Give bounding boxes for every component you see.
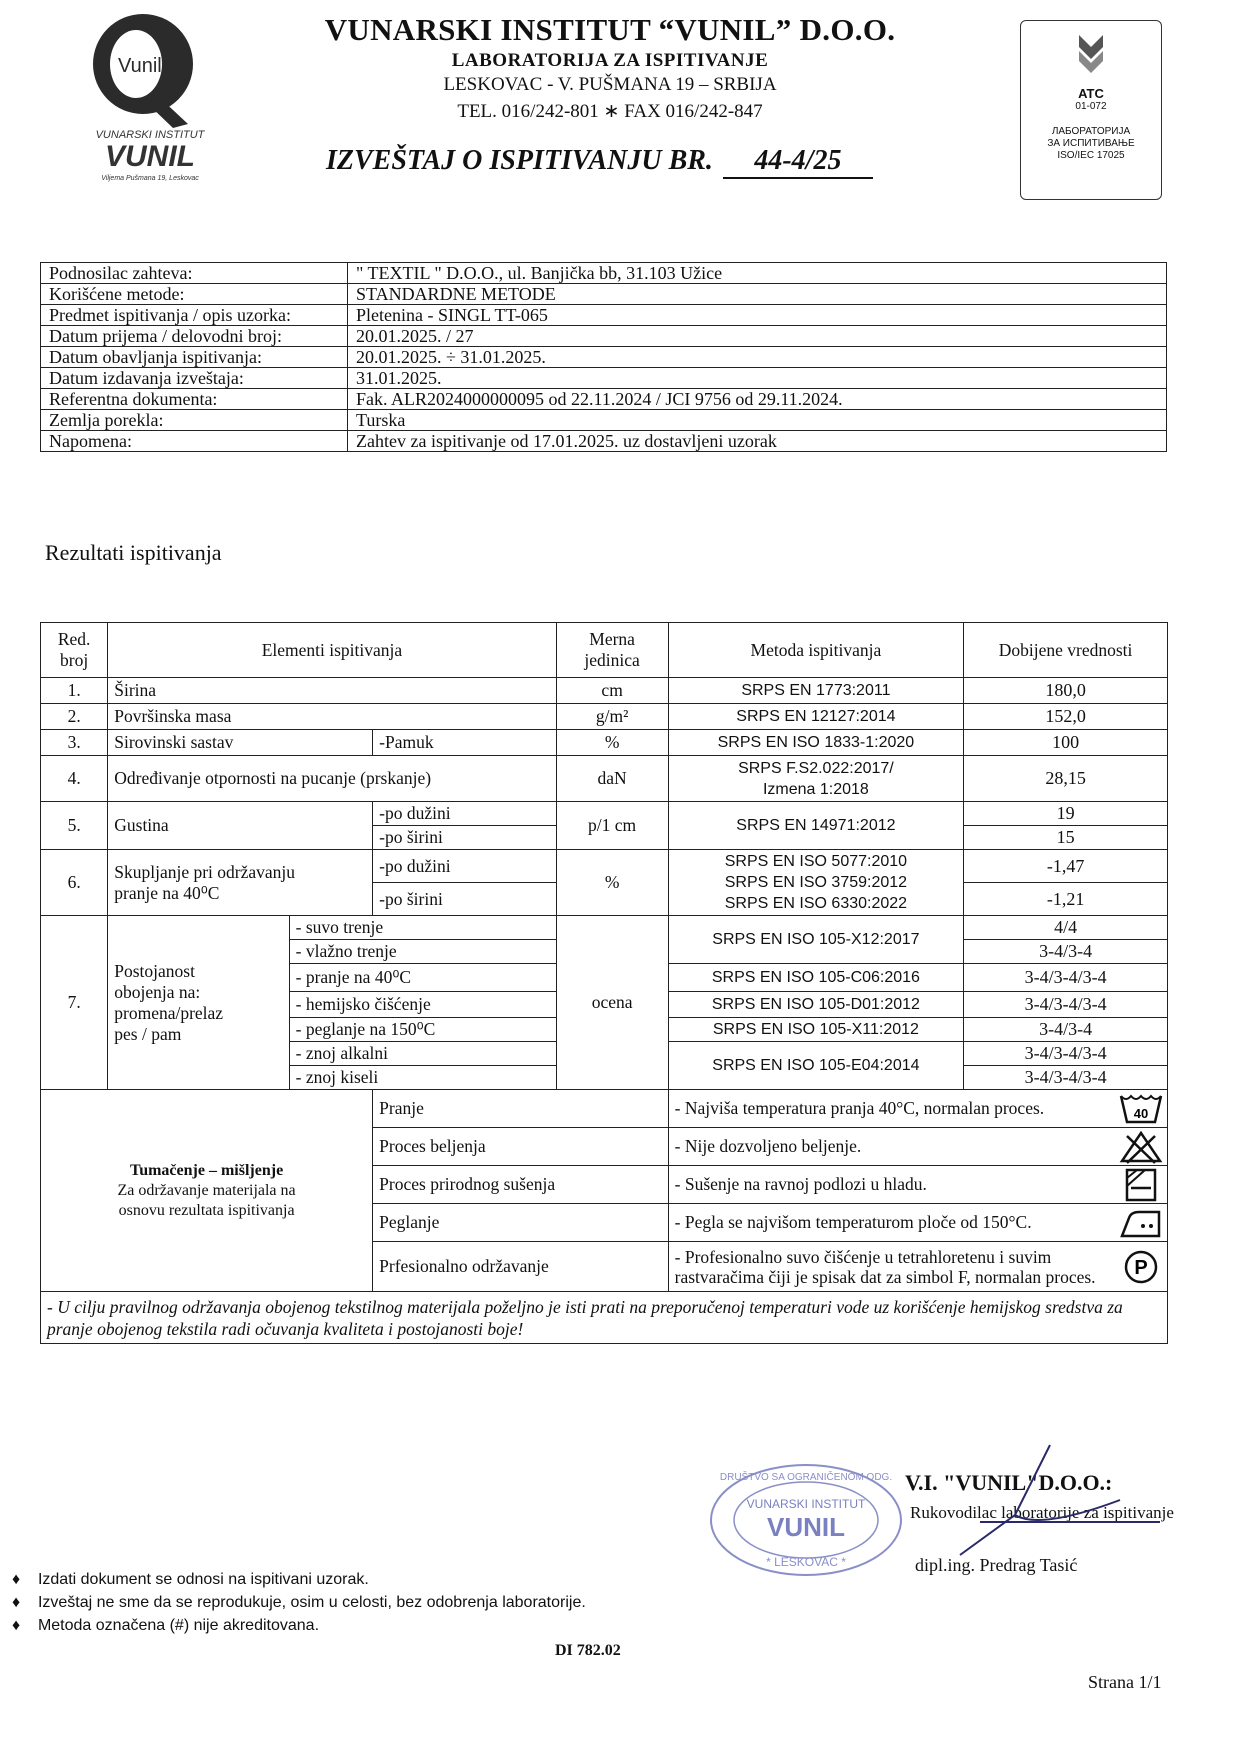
info-table	[40, 262, 1167, 452]
row-value: 15	[964, 826, 1168, 850]
care-label: Pranje	[373, 1090, 668, 1128]
care-text: - Najviša temperatura pranja 40°C, normalan proces.	[674, 1098, 1045, 1118]
row-element: Širina	[108, 678, 556, 704]
info-value: STANDARDNE METODE	[348, 284, 1167, 305]
signature-role: Rukovodilac laboratorije za ispitivanje	[910, 1503, 1174, 1522]
info-label: Datum obavljanja ispitivanja:	[41, 347, 348, 368]
row-subelement: -po širini	[373, 826, 556, 850]
atc-lab: ЛАБОРАТОРИЈА	[1051, 126, 1131, 137]
row-element: pes / pam	[114, 1023, 182, 1044]
row-method: SRPS EN ISO 105-C06:2016	[668, 964, 964, 992]
info-label: Datum izdavanja izveštaja:	[41, 368, 348, 389]
row-element: Određivanje otpornosti na pucanje (prskanje)	[108, 756, 556, 802]
logo-caption: VUNARSKI INSTITUT	[95, 129, 205, 141]
row-element: Skupljanje pri održavanju	[114, 861, 296, 882]
info-value: Pletenina - SINGL TT-065	[348, 305, 1167, 326]
atc-label: ATC	[1078, 86, 1104, 101]
care-subtitle: osnovu rezultata ispitivanja	[118, 1201, 295, 1219]
info-value: 31.01.2025.	[348, 368, 1167, 389]
row-value: 100	[964, 730, 1168, 756]
row-subelement: - pranje na 40⁰C	[289, 964, 556, 992]
row-value: 19	[964, 802, 1168, 826]
lab-name: LABORATORIJA ZA ISPITIVANJE	[451, 50, 769, 71]
row-subelement: - znoj alkalni	[289, 1042, 556, 1066]
care-text: - Profesionalno suvo čišćenje u tetrahloretenu i suvim	[674, 1246, 1052, 1267]
row-method: SRPS EN ISO 105-E04:2014	[668, 1042, 964, 1090]
info-row	[41, 431, 1167, 452]
row-method: SRPS EN ISO 105-X11:2012	[668, 1018, 964, 1042]
row-subelement: -Pamuk	[373, 730, 556, 756]
info-row	[41, 368, 1167, 389]
wash-40-icon	[1119, 1092, 1163, 1126]
info-value: Fak. ALR2024000000095 od 22.11.2024 / JCI 9756 od 29.11.2024.	[348, 389, 1167, 410]
row-subelement: -po dužini	[373, 850, 556, 883]
info-label: Datum prijema / delovodni broj:	[41, 326, 348, 347]
row-no: 1.	[41, 678, 108, 704]
row-value: 3-4/3-4	[964, 1018, 1168, 1042]
info-value: 20.01.2025. / 27	[348, 326, 1167, 347]
row-value: 3-4/3-4/3-4	[964, 992, 1168, 1018]
row-value: -1,21	[964, 883, 1168, 916]
care-text: - Nije dozvoljeno beljenje.	[674, 1136, 862, 1156]
header-value: Dobijene vrednosti	[964, 623, 1168, 678]
info-label: Referentna dokumenta:	[41, 389, 348, 410]
org-name: VUNARSKI INSTITUT “VUNIL” D.O.O.	[324, 12, 896, 47]
row-element: Gustina	[108, 802, 373, 850]
footnotes	[12, 1568, 586, 1637]
care-title: Tumačenje – mišljenje	[130, 1161, 284, 1179]
row-subelement: -po širini	[373, 883, 556, 916]
row-no: 5.	[41, 802, 108, 850]
info-value: 20.01.2025. ÷ 31.01.2025.	[348, 347, 1167, 368]
row-value: -1,47	[964, 850, 1168, 883]
row-no: 7.	[41, 916, 108, 1090]
logo-brand: VUNIL	[105, 140, 195, 173]
care-subtitle: Za održavanje materijala na	[117, 1181, 296, 1199]
atc-iso: ISO/IEC 17025	[1057, 150, 1125, 161]
signature-company: V.I. "VUNIL"D.O.O.:	[905, 1470, 1113, 1495]
care-label: Proces prirodnog sušenja	[373, 1166, 668, 1204]
row-method: SRPS EN ISO 1833-1:2020	[668, 730, 964, 756]
iron-two-dots-icon	[1119, 1206, 1163, 1240]
report-label: IZVEŠTAJ O ISPITIVANJU BR.	[326, 145, 713, 176]
row-element: Sirovinski sastav	[108, 730, 373, 756]
row-unit: cm	[556, 678, 668, 704]
page-number: Strana 1/1	[1088, 1672, 1162, 1692]
info-row	[41, 263, 1167, 284]
atc-testing: ЗА ИСПИТИВАЊЕ	[1047, 138, 1135, 149]
info-value: Turska	[348, 410, 1167, 431]
row-subelement: - hemijsko čišćenje	[289, 992, 556, 1018]
row-element: Površinska masa	[108, 704, 556, 730]
row-method: SRPS EN ISO 3759:2012	[724, 874, 908, 891]
row-method: SRPS EN ISO 6330:2022	[724, 895, 908, 912]
info-row	[41, 326, 1167, 347]
header-method: Metoda ispitivanja	[668, 623, 964, 678]
header-no: Red. broj	[41, 623, 108, 678]
accreditation-box	[1020, 20, 1162, 200]
row-value: 28,15	[964, 756, 1168, 802]
info-row	[41, 284, 1167, 305]
table-row	[41, 704, 1168, 730]
footnote-item: ♦ Izdati dokument se odnosi na ispitivani uzorak.	[12, 1571, 369, 1588]
row-value: 180,0	[964, 678, 1168, 704]
row-unit: %	[556, 850, 668, 916]
row-unit: p/1 cm	[556, 802, 668, 850]
info-row	[41, 347, 1167, 368]
row-method: SRPS F.S2.022:2017/	[738, 759, 894, 777]
dry-flat-shade-icon	[1119, 1168, 1163, 1202]
signature-name: dipl.ing. Predrag Tasić	[915, 1555, 1078, 1575]
row-element: Postojanost	[114, 960, 195, 981]
care-row	[41, 1090, 1168, 1128]
report-title	[326, 145, 873, 179]
report-number: 44-4/25	[723, 145, 873, 179]
row-value: 3-4/3-4/3-4	[964, 964, 1168, 992]
table-row	[41, 850, 1168, 883]
row-method: SRPS EN 1773:2011	[668, 678, 964, 704]
info-label: Podnosilac zahteva:	[41, 263, 348, 284]
dry-clean-letter: P	[1134, 1257, 1148, 1279]
header-unit: Merna jedinica	[556, 623, 668, 678]
row-method: SRPS EN ISO 105-D01:2012	[668, 992, 964, 1018]
table-row	[41, 730, 1168, 756]
note-row	[41, 1292, 1168, 1344]
row-method: SRPS EN ISO 5077:2010	[724, 853, 908, 870]
atc-number: 01-072	[1075, 101, 1107, 112]
row-unit: ocena	[556, 916, 668, 1090]
row-unit: daN	[556, 756, 668, 802]
row-no: 2.	[41, 704, 108, 730]
row-value: 3-4/3-4	[964, 940, 1168, 964]
footnote-item: ♦ Metoda označena (#) nije akreditovana.	[12, 1617, 320, 1634]
results-table	[40, 622, 1168, 1344]
org-address: LESKOVAC - V. PUŠMANA 19 – SRBIJA	[443, 74, 777, 95]
logo-q-text: Vunil	[118, 55, 162, 77]
info-row	[41, 389, 1167, 410]
care-text: - Sušenje na ravnoj podlozi u hladu.	[674, 1174, 927, 1194]
stamp-ring-text: DRUŠTVO SA OGRANIČENOM ODG.	[719, 1472, 893, 1483]
row-method: SRPS EN ISO 105-X12:2017	[668, 916, 964, 964]
table-row	[41, 756, 1168, 802]
row-element: obojenja na:	[114, 981, 201, 1002]
section-title: Rezultati ispitivanja	[45, 540, 222, 565]
institute-logo	[78, 6, 223, 186]
info-label: Predmet ispitivanja / opis uzorka:	[41, 305, 348, 326]
row-method-amendment: Izmena 1:2018	[762, 780, 869, 798]
info-label: Korišćene metode:	[41, 284, 348, 305]
row-value: 3-4/3-4/3-4	[964, 1042, 1168, 1066]
row-unit: g/m²	[556, 704, 668, 730]
care-label: Peglanje	[373, 1204, 668, 1242]
info-value: " TEXTIL " D.O.O., ul. Banjička bb, 31.103 Užice	[348, 263, 1167, 284]
care-label: Prfesionalno održavanje	[373, 1242, 668, 1292]
results-header-row	[41, 623, 1168, 678]
stamp-brand-text: VUNIL	[767, 1512, 845, 1542]
no-bleach-icon	[1119, 1130, 1163, 1164]
row-element: promena/prelaz	[114, 1002, 224, 1023]
stamp-city-text: * LESKOVAC *	[766, 1555, 846, 1569]
info-value: Zahtev za ispitivanje od 17.01.2025. uz dostavljeni uzorak	[348, 431, 1167, 452]
info-row	[41, 410, 1167, 431]
row-subelement: -po dužini	[373, 802, 556, 826]
care-label: Proces beljenja	[373, 1128, 668, 1166]
row-element-cont: pranje na 40⁰C	[114, 882, 220, 903]
header	[260, 12, 960, 123]
info-label: Napomena:	[41, 431, 348, 452]
table-row	[41, 916, 1168, 940]
header-elements: Elementi ispitivanja	[108, 623, 556, 678]
row-method: SRPS EN 14971:2012	[668, 802, 964, 850]
wash-temp: 40	[1133, 1106, 1149, 1121]
footnote-item: ♦ Izveštaj ne sme da se reprodukuje, osim u celosti, bez odobrenja laboratorije.	[12, 1594, 586, 1611]
row-no: 6.	[41, 850, 108, 916]
table-row	[41, 802, 1168, 826]
dry-clean-p-icon	[1119, 1250, 1163, 1284]
stamp-center-text: VUNARSKI INSTITUT	[746, 1497, 866, 1511]
row-unit: %	[556, 730, 668, 756]
org-phone: TEL. 016/242-801 ∗ FAX 016/242-847	[457, 101, 763, 122]
signature-scrawl	[880, 1440, 1170, 1570]
info-label: Zemlja porekla:	[41, 410, 348, 431]
row-value: 3-4/3-4/3-4	[964, 1066, 1168, 1090]
row-no: 4.	[41, 756, 108, 802]
row-subelement: - znoj kiseli	[289, 1066, 556, 1090]
row-subelement: - peglanje na 150⁰C	[289, 1018, 556, 1042]
row-subelement: - suvo trenje	[289, 916, 556, 940]
row-value: 152,0	[964, 704, 1168, 730]
document-code: DI 782.02	[555, 1642, 621, 1659]
atc-mark-icon	[1071, 31, 1111, 77]
care-text: - Pegla se najvišom temperaturom ploče od 150°C.	[674, 1212, 1032, 1232]
logo-address: Viljema Pušmana 19, Leskovac	[101, 175, 199, 182]
row-subelement: - vlažno trenje	[289, 940, 556, 964]
care-note: - U cilju pravilnog održavanja obojenog tekstilnog materijala poželjno je isti prati na preporučenoj temperaturi vode uz korišćenje hemijskog sredstva za pranje obojenog tekstila radi očuvanja kvaliteta i postojanosti boje!	[41, 1292, 1168, 1344]
care-text-cont: rastvaračima čiji je spisak dat za simbol F, normalan proces.	[674, 1266, 1096, 1287]
info-row	[41, 305, 1167, 326]
table-row	[41, 678, 1168, 704]
row-method: SRPS EN 12127:2014	[668, 704, 964, 730]
row-value: 4/4	[964, 916, 1168, 940]
row-no: 3.	[41, 730, 108, 756]
